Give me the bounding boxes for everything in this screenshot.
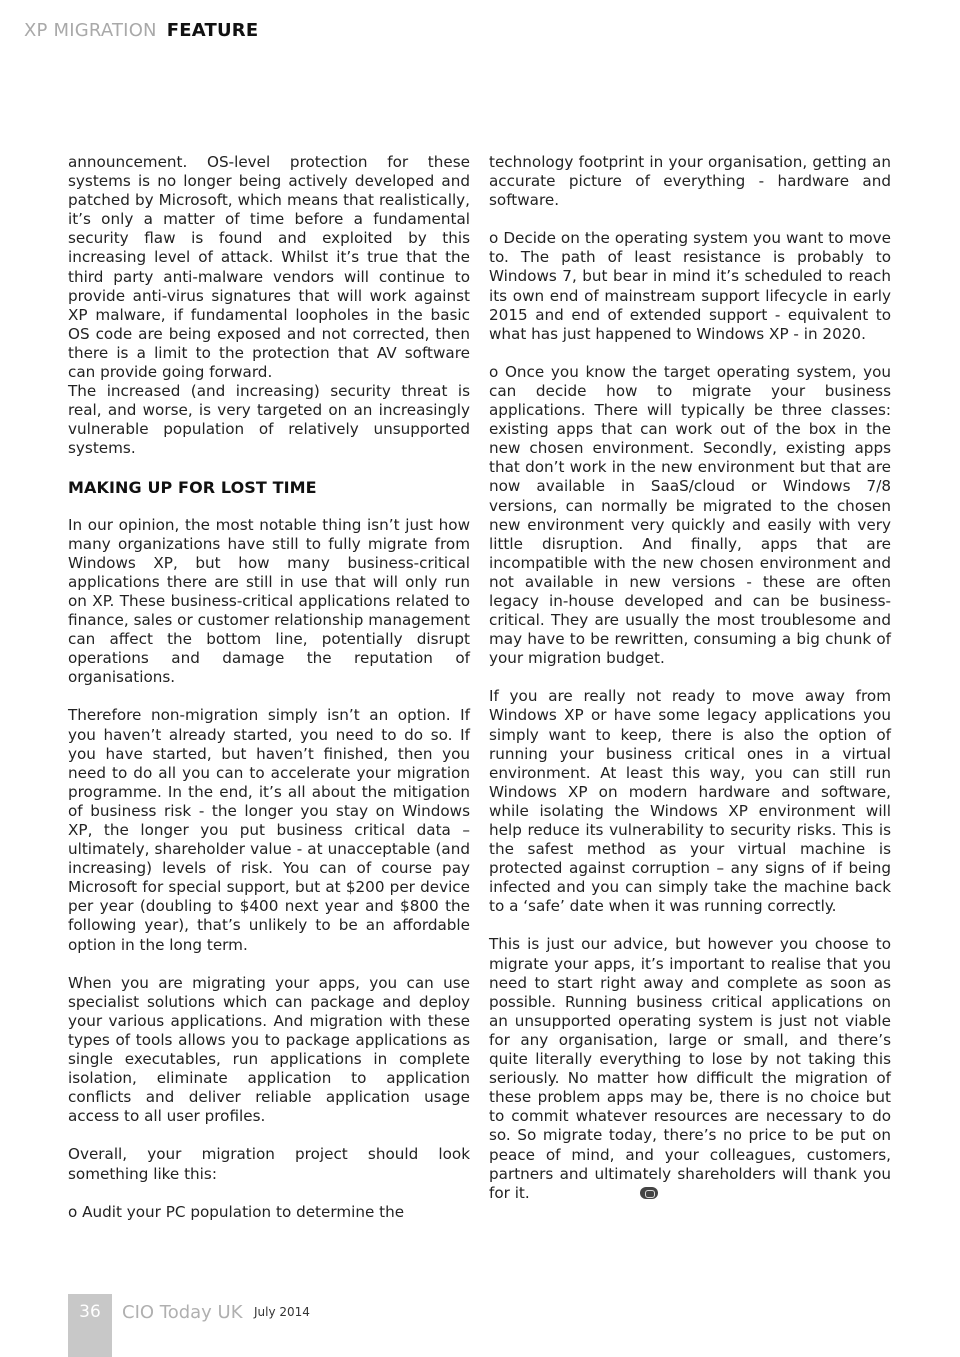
left-column (68, 153, 470, 1241)
paragraph: If you are really not ready to move away from Windows XP or have some legacy applications you simply want to keep, there is also the option of running your business critical ones in a virtual environment. At least this way, you can still run Windows XP on modern hardware and software, while isolating the Windows XP environment will help reduce its vulnerability to security risks. This is the safest method as your virtual machine is protected against corruption – any signs of if being infected and you can simply take the machine back to a ‘safe’ date when it was running correctly. (489, 687, 891, 916)
paragraph: technology footprint in your organisation, getting an accurate picture of everything - hardware and software. (489, 153, 891, 210)
section-heading: MAKING UP FOR LOST TIME (68, 477, 317, 497)
cio-end-mark-icon (640, 1187, 658, 1199)
paragraph: o Once you know the target operating system, you can decide how to migrate your business applications. There will typically be three classes: existing apps that can work out of the box in the new chosen environment. Secondly, existing apps that don’t work in the new environment but that are now available in SaaS/cloud or Windows 7/8 versions, can normally be migrated to the chosen new environment very quickly and easily with very little disruption. And finally, apps that are incompatible with the new chosen environment and not available in new versions - these are often legacy in-house developed and can be business-critical. They are usually the most troublesome and may have to be rewritten, consuming a big chunk of your migration budget. (489, 362, 891, 668)
paragraph: Overall, your migration project should look something like this: (68, 1145, 470, 1183)
page-footer (68, 1294, 368, 1357)
magazine-name: CIO Today UK (122, 1302, 243, 1323)
page-number-box (68, 1294, 112, 1357)
right-column (489, 153, 891, 1222)
paragraph: In our opinion, the most notable thing isn’t just how many organizations have still to fully migrate from Windows XP, but how many business-critical applications there are still in use that will only run on XP. These business-critical applications related to finance, sales or customer relationship management can affect the bottom line, potentially disrupt operations and damage the reputation of organisations. (68, 515, 470, 687)
issue-date: July 2014 (254, 1305, 310, 1319)
section-label: XP MIGRATION (24, 20, 157, 41)
paragraph: When you are migrating your apps, you can use specialist solutions which can package and deploy your various applications. And migration with these types of tools allows you to package applications as single executables, run applications in complete isolation, eliminate application to application conflicts and deliver reliable application usage access to all user profiles. (68, 973, 470, 1126)
paragraph: The increased (and increasing) security threat is real, and worse, is very targeted on an increasingly vulnerable population of relatively unsupported systems. (68, 382, 470, 458)
page-number: 36 (79, 1302, 101, 1322)
paragraph: o Audit your PC population to determine the (68, 1202, 405, 1221)
last-paragraph (489, 935, 891, 1202)
paragraph: Therefore non-migration simply isn’t an option. If you haven’t already started, you need to do so. If you have started, but haven’t finished, then you need to do all you can to accelerate your migration programme. In the end, it’s all about the mitigation of business risk - the longer you stay on Windows XP, the longer you put business critical data – ultimately, shareholder value - at unacceptable (and increasing) levels of risk. You can of course pay Microsoft for special support, but at $200 per device per year (doubling to $400 next year and $800 the following year), that’s unlikely to be an affordable option in the long term. (68, 706, 470, 954)
running-header (24, 20, 258, 41)
feature-label: FEATURE (166, 20, 259, 41)
paragraph: announcement. OS-level protection for these systems is no longer being actively developed and patched by Microsoft, which means that realistically, it’s only a matter of time before a fundamental security flaw is found and exploited by this increasing level of attack. Whilst it’s true that the third party anti-malware vendors will continue to provide anti-virus signatures that will work against XP malware, if fundamental loopholes in the basic OS code are being exposed and not corrected, then there is a limit to the protection that AV software can provide going forward. (68, 153, 470, 382)
paragraph: o Decide on the operating system you want to move to. The path of least resistance is probably to Windows 7, but bear in mind it’s scheduled to reach its own end of mainstream support lifecycle in early 2015 and end of extended support - equivalent to what has just happened to Windows XP - in 2020. (489, 229, 891, 343)
paragraph-text: This is just our advice, but however you choose to migrate your apps, it’s important to realise that you need to start right away and complete as soon as possible. Running business critical applications on an unsupported operating system is just not viable for any organisation, large or small, and there’s quite literally everything to lose by not taking this seriously. No matter how difficult the migration of these problem apps may be, there is no choice but to commit whatever resources are necessary to do so. So migrate today, there’s no price to be put on peace of mind, and your colleagues, customers, partners and ultimately shareholders will thank you for it. (489, 935, 891, 1202)
